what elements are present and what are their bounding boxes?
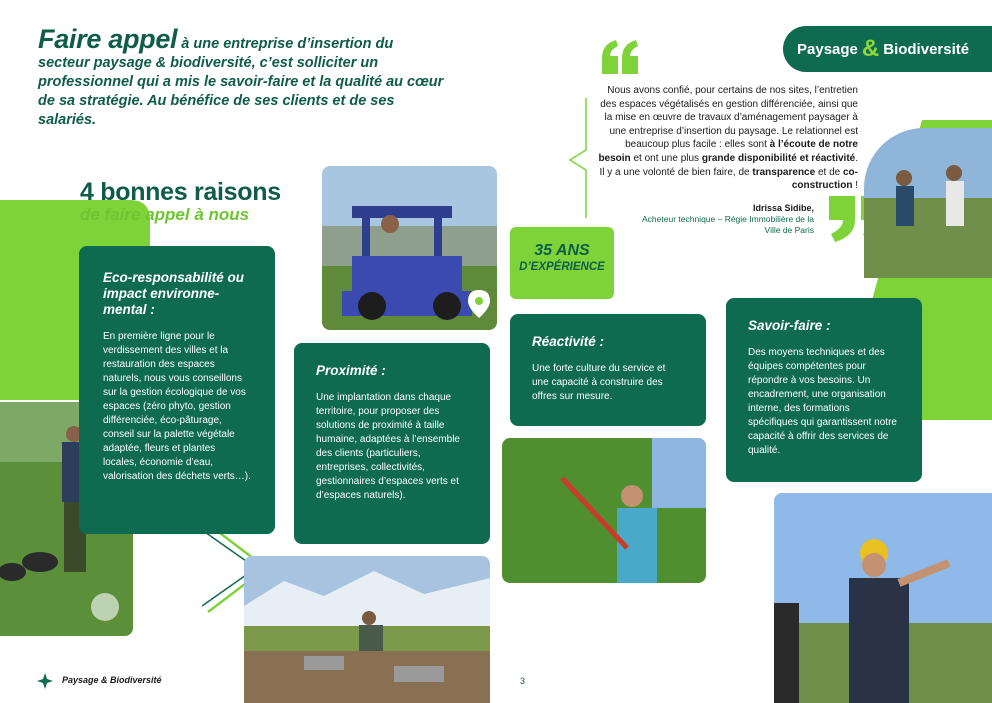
quote-bold: transparence	[752, 166, 816, 178]
card-know-how	[726, 298, 922, 482]
badge-label: D’EXPÉRIENCE	[519, 261, 605, 273]
open-quote-icon	[600, 40, 640, 74]
location-pin-icon	[468, 290, 490, 318]
testimonial-author	[640, 203, 814, 236]
card-title: Réactivité :	[532, 334, 605, 349]
brand-logo-icon	[36, 672, 54, 690]
brand-tag-part2: Biodiversité	[883, 40, 970, 58]
card-title: Proximité :	[316, 363, 386, 378]
brand-tag-part1: Paysage	[797, 40, 858, 58]
brand-tag	[783, 26, 992, 72]
intro-text: à une entreprise d’insertion du secteur paysage & biodiversité, c’est solliciter un professionnel qui a mis le savoir-faire et la qualité au cœur de sa stratégie. Au bénéfice de ses clients et de ses salariés.	[38, 36, 444, 128]
footer-brand: Paysage & Biodiversité	[62, 675, 162, 685]
photo-workers-field	[864, 128, 992, 278]
quote-part: et de	[815, 166, 843, 178]
card-title: Savoir-faire :	[748, 318, 831, 333]
testimonial-text	[596, 84, 858, 193]
heading-title: 4 bonnes raisons	[80, 178, 281, 206]
card-reactivity	[510, 314, 706, 426]
card-text: En première ligne pour le verdissement des villes et la restauration des espaces naturels, nous vous conseillons sur la gestion écologique de vos espaces (zéro phyto, gestion différenciée, éco-pâturage, conseil sur la palette végétale adaptée, fleurs et plantes locales, économie d’eau, valorisation des déchets verts…).	[103, 331, 251, 482]
card-text: Des moyens techniques et des équipes compétentes pour répondre à vos besoins. Un encadrement, une organisation interne, des formations spécifiques qui garantissent notre capacité à offrir des services de qualité.	[748, 347, 897, 456]
brand-tag-amp: &	[861, 35, 880, 62]
card-text: Une forte culture du service et une capacité à construire des offres sur mesure.	[532, 363, 666, 402]
quote-bold: grande disponibilité et réactivité	[701, 152, 856, 164]
intro-lead: Faire appel	[38, 24, 178, 54]
author-name: Idrissa Sidibe,	[752, 203, 814, 213]
page-number: 3	[520, 676, 526, 686]
section-heading	[80, 178, 281, 225]
quote-bracket	[568, 98, 588, 218]
photo-people-pointing	[774, 493, 992, 703]
quote-part: . Il y a une volonté de bien faire, de	[599, 152, 858, 178]
card-proximity	[294, 343, 490, 544]
badge-number: 35 ANS	[534, 242, 590, 259]
photo-stone-work	[244, 556, 490, 703]
photo-hedge-trimming	[502, 438, 706, 583]
card-text: Une implantation dans chaque territoire, pour proposer des solutions de proximité à taille humaine, adaptées à l’ensemble des clients (particuliers, entreprises, collectivités, gestionnaires d’espaces verts et d’espaces naturels).	[316, 392, 460, 501]
card-title: Eco-responsabilité ou impact environne-mental :	[103, 270, 245, 317]
experience-badge	[510, 227, 614, 299]
quote-part: et ont une plus	[630, 152, 702, 164]
author-role: Acheteur technique – Régie Immobilière de la Ville de Paris	[642, 214, 814, 235]
heading-subtitle: de faire appel à nous	[80, 205, 250, 224]
quote-bold: à l’écoute de notre besoin	[598, 139, 858, 164]
quote-part: Nous avons confié, pour certains de nos sites, l’entretien des espaces végétalisés en gestion différenciée, ainsi que la mise en œuvre de travaux d’aménagement paysager à une entreprise d’insertion du paysage. Le relationnel est beaucoup plus facile : elles sont	[600, 85, 858, 151]
card-eco-responsibility	[79, 246, 275, 534]
quote-bold: co-construction	[791, 166, 858, 192]
quote-part: !	[852, 180, 858, 192]
intro-paragraph	[38, 24, 448, 130]
